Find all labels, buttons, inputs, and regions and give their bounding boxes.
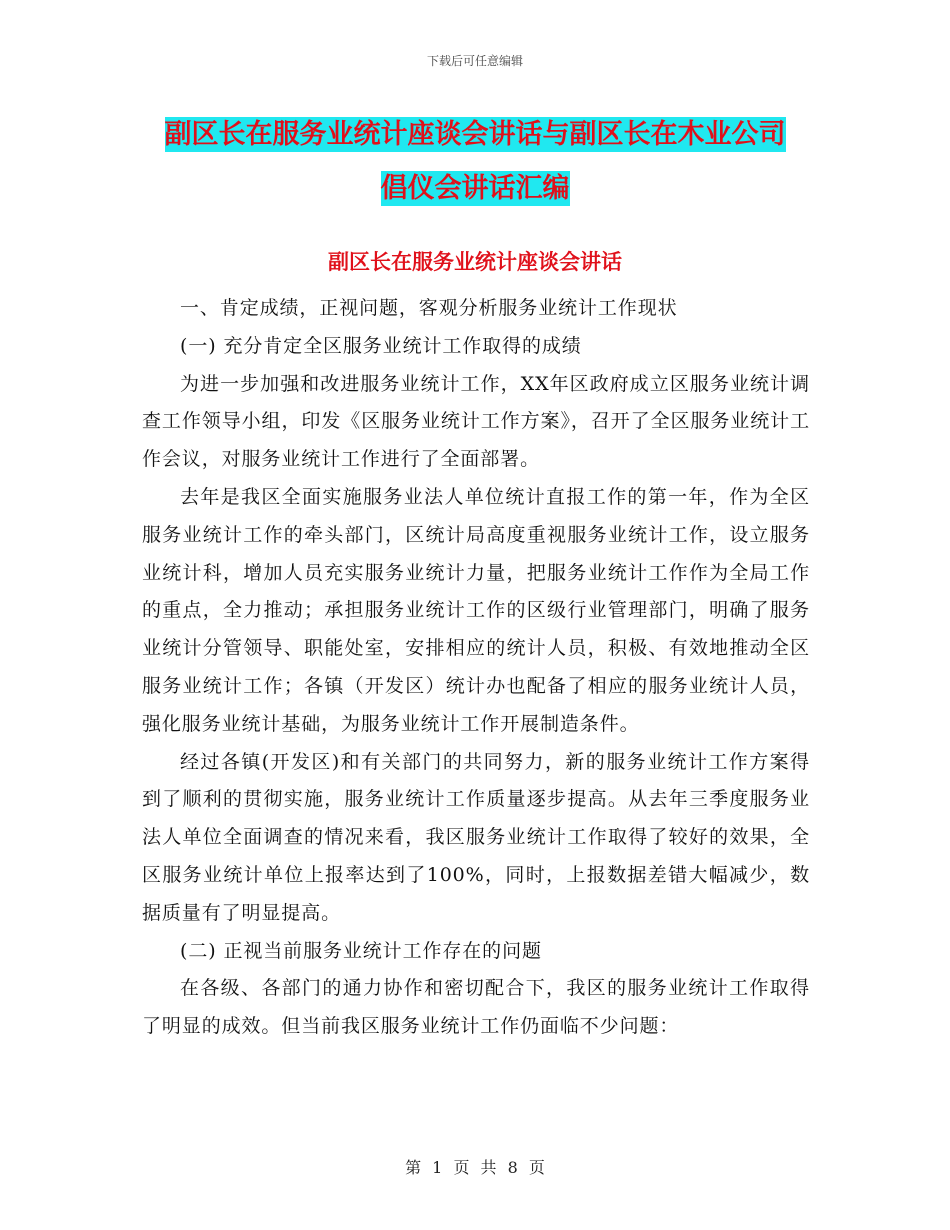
paragraph-subheading-2: (二) 正视当前服务业统计工作存在的问题 [180,939,542,962]
page-header-note: 下载后可任意编辑 [426,54,523,68]
paragraph: 为进一步加强和改进服务业统计工作，XX年区政府成立区服务业统计调查工作领导小组，印发《区服务业统计工作方案》，召开了全区服务业统计工作会议，对服务业统计工作进行了全面部署。 [142,372,810,471]
section-title: 副区长在服务业统计座谈会讲话 [328,250,622,274]
paragraph: 在各级、各部门的通力协作和密切配合下，我区的服务业统计工作取得了明显的成效。但当前我区服务业统计工作仍面临不少问题： [142,977,810,1038]
page-number: 第 1 页 共 8 页 [405,1158,545,1177]
document-title [0,108,950,216]
paragraph: 经过各镇(开发区)和有关部门的共同努力，新的服务业统计工作方案得到了顺利的贯彻实施，服务业统计工作质量逐步提高。从去年三季度服务业法人单位全面调查的情况来看，我区服务业统计工作取得了较好的效果，全区服务业统计单位上报率达到了100%，同时，上报数据差错大幅减少，数据质量有了明显提高。 [142,750,810,924]
paragraph-subheading-1: (一) 充分肯定全区服务业统计工作取得的成绩 [180,334,582,357]
document-title-line-2: 倡仪会讲话汇编 [380,173,570,204]
document-title-line-1: 副区长在服务业统计座谈会讲话与副区长在木业公司 [164,119,786,150]
document-body [142,290,810,1046]
paragraph-heading-1: 一、肯定成绩，正视问题，客观分析服务业统计工作现状 [180,297,678,319]
paragraph: 去年是我区全面实施服务业法人单位统计直报工作的第一年，作为全区服务业统计工作的牵头部门，区统计局高度重视服务业统计工作，设立服务业统计科，增加人员充实服务业统计力量，把服务业统计工作作为全局工作的重点，全力推动；承担服务业统计工作的区级行业管理部门，明确了服务业统计分管领导、职能处室，安排相应的统计人员，积极、有效地推动全区服务业统计工作；各镇（开发区）统计办也配备了相应的服务业统计人员，强化服务业统计基础，为服务业统计工作开展制造条件。 [142,485,810,735]
